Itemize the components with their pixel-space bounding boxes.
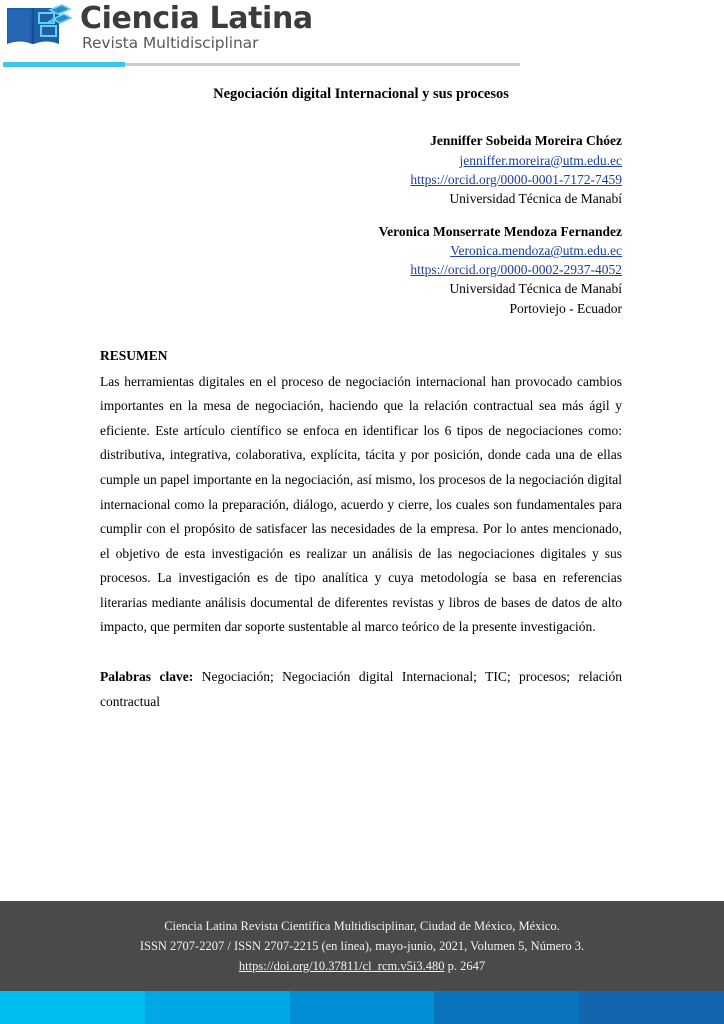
keywords-paragraph bbox=[100, 665, 622, 714]
author-orcid-link[interactable]: https://orcid.org/0000-0001-7172-7459 bbox=[410, 171, 622, 187]
color-strip-segment-1 bbox=[0, 991, 145, 1024]
author-affiliation: Universidad Técnica de Manabí bbox=[449, 190, 622, 206]
color-strip-segment-5 bbox=[579, 991, 724, 1024]
footer-doi-link[interactable]: https://doi.org/10.37811/cl_rcm.v5i3.480 bbox=[238, 959, 445, 974]
page-footer bbox=[0, 901, 724, 991]
color-strip-segment-3 bbox=[290, 991, 435, 1024]
brand-subtitle: Revista Multidisciplinar bbox=[82, 34, 259, 53]
article-content bbox=[100, 0, 622, 728]
abstract-text: Las herramientas digitales en el proceso de negociación internacional han provocado cambios importantes en la mesa de negociación, haciendo que la relación contractual sea más ágil y eficiente. Este artículo científico se enfoca en identificar los 6 tipos de negociaciones como: distributiva, integrativa, colaborativa, explícita, tácita y por posición, donde cada una de ellas cumple un papel importante en la negociación, así mismo, los procesos de la negociación digital internacional como la preparación, diálogo, acuerdo y cierre, los cuales son fundamentales para cumplir con el propósito de satisfacer las necesidades de la empresa. Por lo antes mencionado, el objetivo de esta investigación es realizar un análisis de las negociaciones digitales y sus procesos. La investigación es de tipo analítica y cuya metodología se basa en referencias literarias mediante análisis documental de diferentes revistas y libros de bases de datos de alto impacto, que permiten dar soporte sustentable al marco teórico de la presente investigación. bbox=[100, 373, 622, 635]
open-book-icon bbox=[4, 2, 72, 54]
abstract-heading: RESUMEN bbox=[100, 347, 168, 363]
footer-journal-line: Ciencia Latina Revista Científica Multidisciplinar, Ciudad de México, México. bbox=[164, 918, 560, 933]
keywords-value: Negociación; Negociación digital Internacional; TIC; procesos; relación contractual bbox=[100, 668, 623, 709]
author-email-link[interactable]: Veronica.mendoza@utm.edu.ec bbox=[450, 243, 622, 259]
footer-color-strip bbox=[0, 991, 724, 1024]
color-strip-segment-2 bbox=[145, 991, 290, 1024]
author-name: Veronica Monserrate Mendoza Fernandez bbox=[378, 224, 622, 240]
author-entry-2 bbox=[100, 222, 622, 318]
page-title: Negociación digital Internacional y sus procesos bbox=[213, 86, 509, 102]
footer-doi-line bbox=[239, 956, 485, 976]
author-email-link[interactable]: jenniffer.moreira@utm.edu.ec bbox=[459, 152, 622, 168]
author-affiliation: Universidad Técnica de Manabí bbox=[449, 281, 622, 297]
author-location: Portoviejo - Ecuador bbox=[509, 300, 622, 316]
brand-title: Ciencia Latina bbox=[80, 1, 313, 37]
color-strip-segment-4 bbox=[434, 991, 579, 1024]
author-entry-1 bbox=[100, 131, 622, 208]
keywords-label: Palabras clave: bbox=[100, 668, 194, 684]
author-name: Jenniffer Sobeida Moreira Chóez bbox=[430, 133, 622, 149]
footer-issn-line: ISSN 2707-2207 / ISSN 2707-2215 (en línea), mayo-junio, 2021, Volumen 5, Número 3. bbox=[139, 938, 585, 953]
author-orcid-link[interactable]: https://orcid.org/0000-0002-2937-4052 bbox=[410, 262, 622, 278]
author-block bbox=[100, 131, 622, 317]
footer-page-number: p. 2647 bbox=[444, 959, 486, 974]
